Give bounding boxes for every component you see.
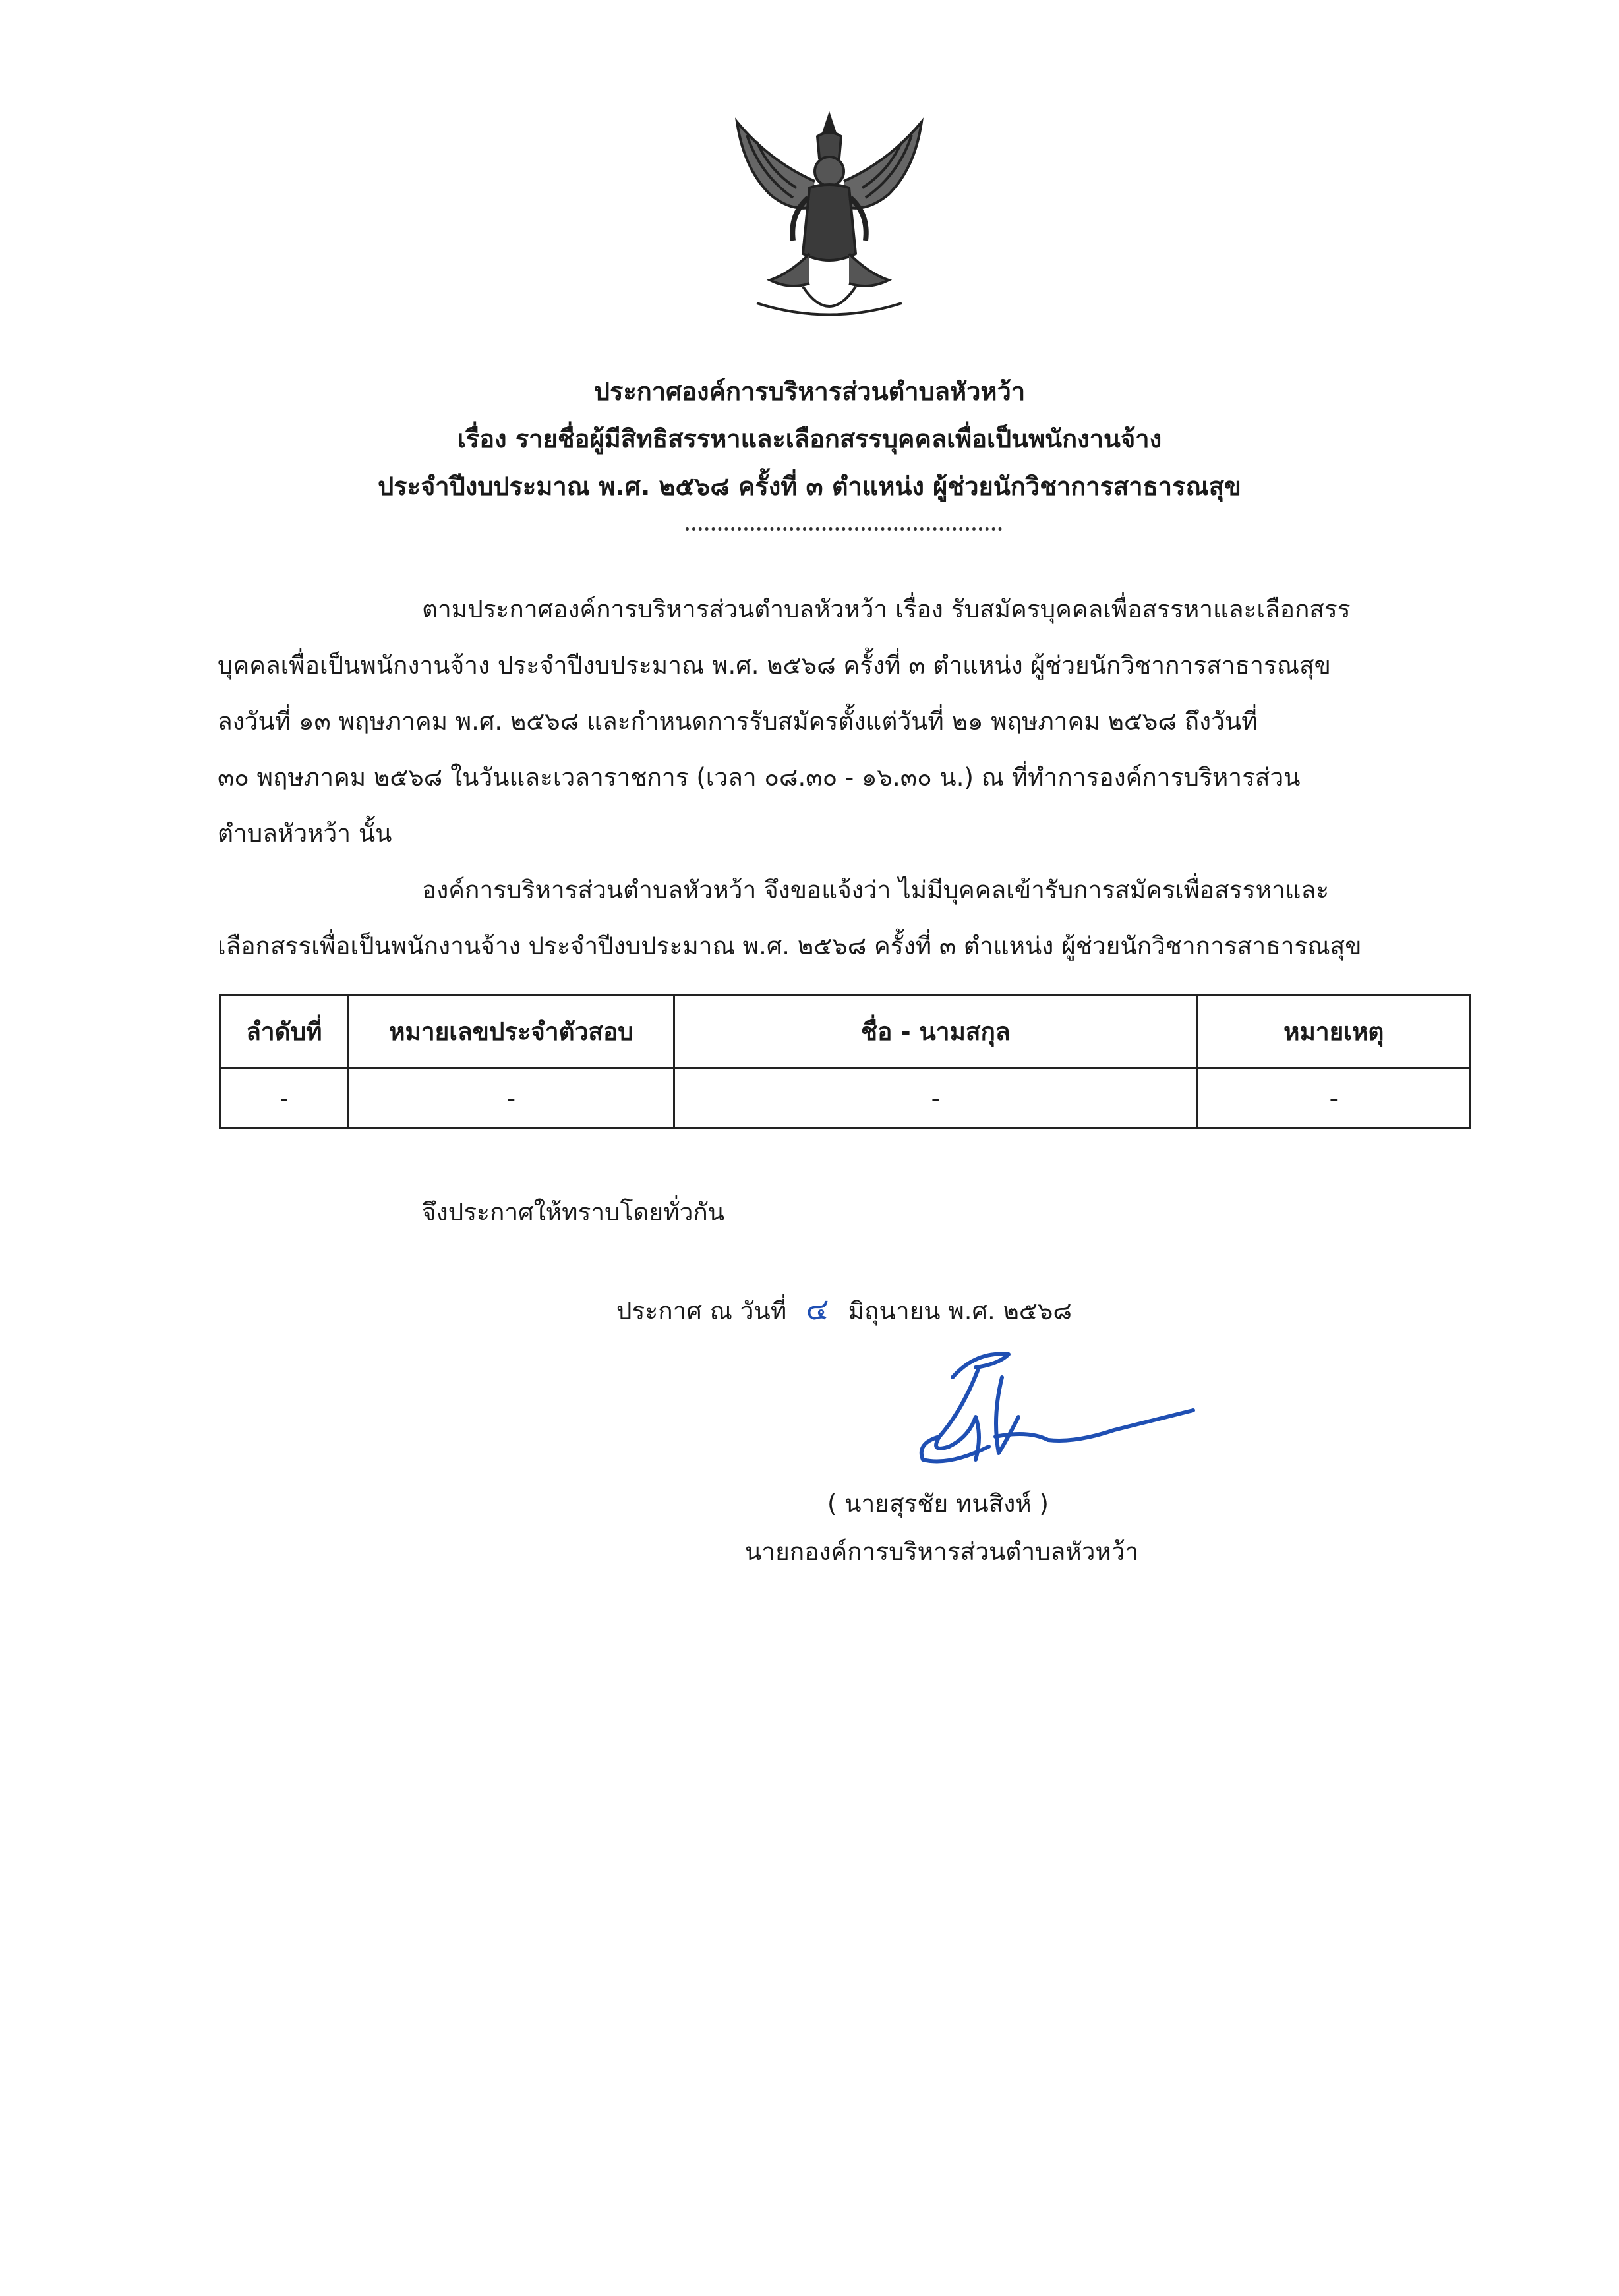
table-cell: - — [1197, 1068, 1470, 1128]
column-header-full-name: ชื่อ - นามสกุล — [674, 995, 1198, 1068]
signer-position: นายกองค์การบริหารส่วนตำบลหัวหว้า — [745, 1537, 1139, 1566]
paragraph-line: บุคคลเพื่อเป็นพนักงานจ้าง ประจำปีงบประมาณ พ.ศ. ๒๕๖๘ ครั้งที่ ๓ ตำแหน่ง ผู้ช่วยนักวิชาการสาธารณสุข — [218, 651, 1331, 679]
paragraph-line: ลงวันที่ ๑๓ พฤษภาคม พ.ศ. ๒๕๖๘ และกำหนดการรับสมัครตั้งแต่วันที่ ๒๑ พฤษภาคม ๒๕๖๘ ถึงวันที่ — [218, 707, 1258, 735]
date-day-handwritten: ๔ — [806, 1291, 829, 1327]
paragraph-line: ตำบลหัวหว้า นั้น — [218, 819, 392, 847]
heading-fiscal-position: ประจำปีงบประมาณ พ.ศ. ๒๕๖๘ ครั้งที่ ๓ ตำแหน่ง ผู้ช่วยนักวิชาการสาธารณสุข — [378, 472, 1241, 501]
paragraph-line: ๓๐ พฤษภาคม ๒๕๖๘ ในวันและเวลาราชการ (เวลา ๐๘.๓๐ - ๑๖.๓๐ น.) ณ ที่ทำการองค์การบริหารส่วน — [218, 763, 1301, 791]
paragraph-notice — [218, 862, 1473, 974]
heading-title: ประกาศองค์การบริหารส่วนตำบลหัวหว้า — [593, 377, 1026, 406]
table-row — [220, 1068, 1471, 1128]
date-prefix: ประกาศ ณ วันที่ — [616, 1297, 787, 1325]
garuda-emblem-icon — [730, 109, 928, 326]
paragraph-line: ตามประกาศองค์การบริหารส่วนตำบลหัวหว้า เรื่อง รับสมัครบุคคลเพื่อสรรหาและเลือกสรร — [422, 595, 1351, 623]
column-header-exam-id: หมายเลขประจำตัวสอบ — [348, 995, 674, 1068]
announcement-heading — [0, 368, 1619, 510]
date-suffix: มิถุนายน พ.ศ. ๒๕๖๘ — [848, 1297, 1072, 1325]
paragraph-line: เลือกสรรเพื่อเป็นพนักงานจ้าง ประจำปีงบประมาณ พ.ศ. ๒๕๖๘ ครั้งที่ ๓ ตำแหน่ง ผู้ช่วยนักวิชาการสาธารณสุข — [218, 932, 1362, 960]
signature-icon — [877, 1338, 1220, 1483]
paragraph-line: องค์การบริหารส่วนตำบลหัวหว้า จึงขอแจ้งว่า ไม่มีบุคคลเข้ารับการสมัครเพื่อสรรหาและ — [422, 876, 1330, 904]
heading-subject: เรื่อง รายชื่อผู้มีสิทธิสรรหาและเลือกสรรบุคคลเพื่อเป็นพนักงานจ้าง — [457, 424, 1162, 453]
heading-dotted-divider — [686, 527, 1002, 531]
column-header-remarks: หมายเหตุ — [1197, 995, 1470, 1068]
table-cell: - — [220, 1068, 349, 1128]
announce-line: จึงประกาศให้ทราบโดยทั่วกัน — [422, 1198, 725, 1226]
signer-name: ( นายสุรชัย ทนสิงห์ ) — [827, 1489, 1049, 1518]
announcement-date — [616, 1285, 1072, 1333]
table-cell: - — [348, 1068, 674, 1128]
paragraph-reference — [218, 581, 1473, 861]
candidates-table — [219, 994, 1471, 1129]
column-header-order: ลำดับที่ — [220, 995, 349, 1068]
table-cell: - — [674, 1068, 1198, 1128]
table-header-row — [220, 995, 1471, 1068]
